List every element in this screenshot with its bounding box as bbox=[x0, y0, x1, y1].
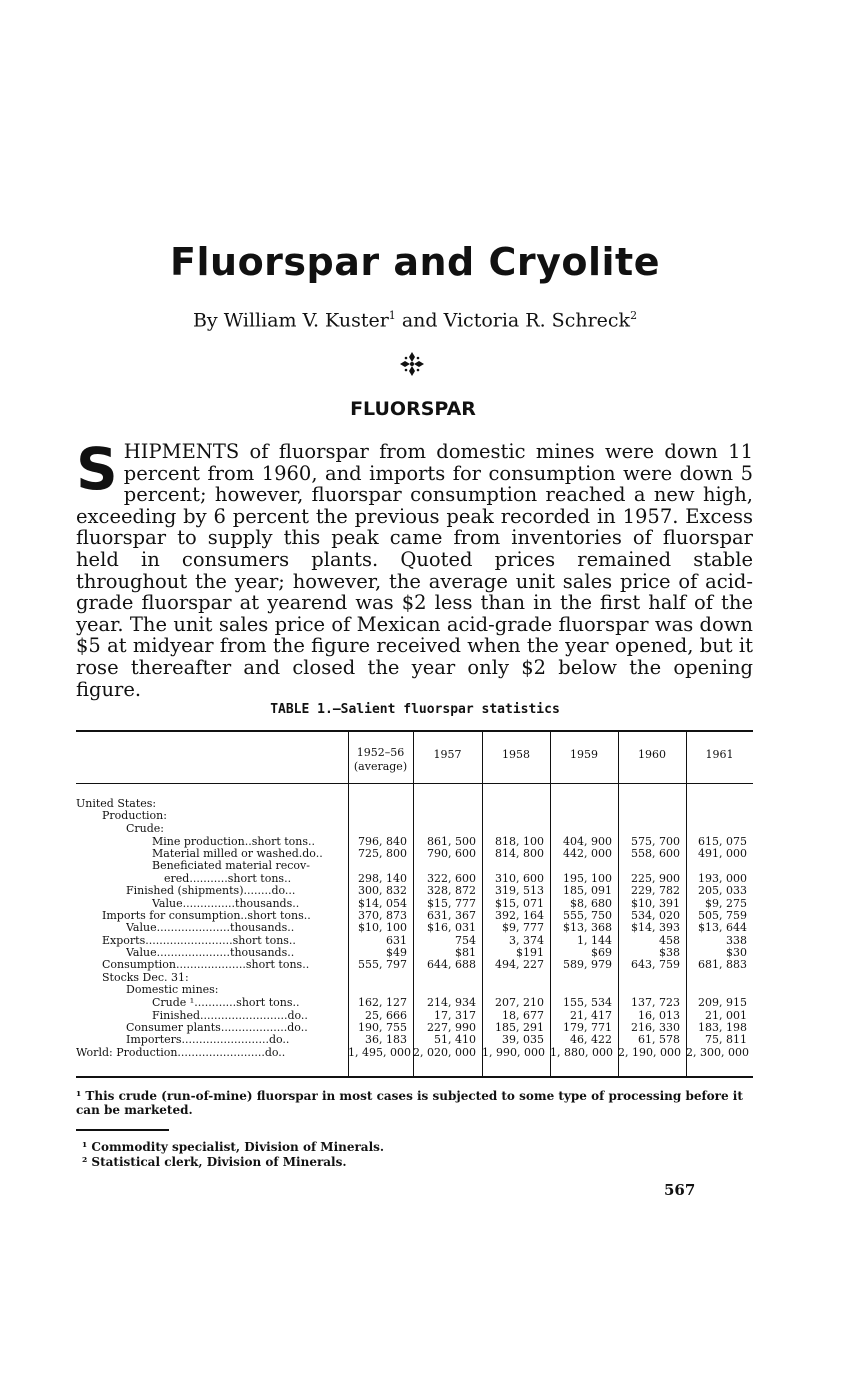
table-cell: 555, 797 bbox=[358, 958, 407, 971]
table-cell: 51, 410 bbox=[434, 1033, 476, 1046]
column-header: 1960 bbox=[638, 748, 666, 761]
table-cell: $13, 644 bbox=[698, 921, 747, 934]
table-cell: 319, 513 bbox=[495, 884, 544, 897]
table-cell: $14, 054 bbox=[358, 897, 407, 910]
table-cell: 404, 900 bbox=[563, 835, 612, 848]
table-cell: $191 bbox=[516, 946, 544, 959]
table-cell: 814, 800 bbox=[495, 847, 544, 860]
table-row bbox=[76, 823, 753, 835]
table-cell: 190, 755 bbox=[358, 1021, 407, 1034]
table-bottom-rule bbox=[76, 1076, 753, 1078]
table-cell: 2, 190, 000 bbox=[618, 1046, 681, 1059]
table-cell: 1, 880, 000 bbox=[550, 1046, 613, 1059]
table-cell: 227, 990 bbox=[427, 1021, 476, 1034]
table-cell: 458 bbox=[659, 934, 680, 947]
table-row bbox=[76, 984, 753, 996]
table-row bbox=[76, 972, 753, 984]
row-label: Imports for consumption..short tons.. bbox=[102, 910, 311, 922]
author-note-2: ² Statistical clerk, Division of Minerals. bbox=[82, 1155, 347, 1169]
table-cell: 442, 000 bbox=[563, 847, 612, 860]
table-cell: 589, 979 bbox=[563, 958, 612, 971]
table-cell: 21, 417 bbox=[570, 1009, 612, 1022]
byline-prefix: By bbox=[192, 309, 224, 332]
table-cell: 491, 000 bbox=[698, 847, 747, 860]
column-header: 1957 bbox=[433, 748, 462, 761]
table-cell: 631, 367 bbox=[427, 909, 476, 922]
table-cell: 338 bbox=[726, 934, 747, 947]
table-cell: 46, 422 bbox=[570, 1033, 612, 1046]
row-label: Domestic mines: bbox=[126, 984, 219, 996]
table-cell: 75, 811 bbox=[705, 1033, 747, 1046]
table-cell: 21, 001 bbox=[705, 1009, 747, 1022]
table-cell: 790, 600 bbox=[427, 847, 476, 860]
table-cell: $10, 100 bbox=[358, 921, 407, 934]
table-caption: TABLE 1.—Salient fluorspar statistics bbox=[270, 702, 560, 717]
row-label: Beneficiated material recov- bbox=[152, 860, 310, 872]
table-row bbox=[76, 798, 753, 810]
row-label: Exports.........................short tons.. bbox=[102, 935, 296, 947]
row-label: World: Production.........................do.. bbox=[76, 1047, 286, 1059]
table-cell: 1, 144 bbox=[577, 934, 612, 947]
table-cell: 796, 840 bbox=[358, 835, 407, 848]
table-cell: 229, 782 bbox=[631, 884, 680, 897]
author-1: William V. Kuster bbox=[223, 309, 389, 332]
table-cell: $81 bbox=[455, 946, 476, 959]
table-cell: 216, 330 bbox=[631, 1021, 680, 1034]
table-cell: 183, 198 bbox=[698, 1021, 747, 1034]
table-cell: 615, 075 bbox=[698, 835, 747, 848]
intro-paragraph bbox=[76, 435, 753, 701]
author-2: Victoria R. Schreck bbox=[443, 309, 631, 332]
column-header: 1959 bbox=[570, 748, 598, 761]
section-heading: FLUORSPAR bbox=[350, 398, 476, 420]
row-label: Consumption....................short tons.. bbox=[102, 959, 310, 971]
table-cell: 644, 688 bbox=[427, 958, 476, 971]
table-row bbox=[76, 810, 753, 822]
author-2-footnote-mark: 2 bbox=[630, 309, 638, 322]
row-label: Finished (shipments)........do... bbox=[126, 885, 296, 897]
ornament-icon bbox=[398, 350, 426, 378]
table-row bbox=[76, 885, 753, 897]
table-row bbox=[76, 922, 753, 934]
table-cell: 1, 495, 000 bbox=[348, 1046, 411, 1059]
table-cell: $10, 391 bbox=[631, 897, 680, 910]
table-cell: 61, 578 bbox=[638, 1033, 680, 1046]
table-cell: 558, 600 bbox=[631, 847, 680, 860]
table-cell: $8, 680 bbox=[570, 897, 612, 910]
table-cell: 575, 700 bbox=[631, 835, 680, 848]
row-label: Stocks Dec. 31: bbox=[102, 972, 189, 984]
table-cell: $9, 275 bbox=[705, 897, 747, 910]
table-cell: 137, 723 bbox=[631, 996, 680, 1009]
row-label: Value.....................thousands.. bbox=[126, 922, 295, 934]
table-cell: $14, 393 bbox=[631, 921, 680, 934]
table-cell: 2, 300, 000 bbox=[686, 1046, 749, 1059]
table-cell: $30 bbox=[726, 946, 747, 959]
row-label: Material milled or washed.do.. bbox=[152, 848, 323, 860]
row-label: Crude ¹............short tons.. bbox=[152, 997, 300, 1009]
byline-conjunction: and bbox=[395, 309, 444, 332]
table-row bbox=[76, 959, 753, 971]
table-cell: 16, 013 bbox=[638, 1009, 680, 1022]
table-footnote: ¹ This crude (run-of-mine) fluorspar in most cases is subjected to some type of processing before it can be marketed. bbox=[76, 1089, 743, 1117]
table-cell: 2, 020, 000 bbox=[413, 1046, 476, 1059]
table-cell: 162, 127 bbox=[358, 996, 407, 1009]
header-rule bbox=[76, 783, 753, 784]
author-1-footnote-mark: 1 bbox=[388, 309, 396, 322]
table-row bbox=[76, 848, 753, 860]
table-row bbox=[76, 1047, 753, 1059]
table-cell: 3, 374 bbox=[509, 934, 544, 947]
row-label: Value...............thousands.. bbox=[152, 898, 300, 910]
row-label: Value.....................thousands.. bbox=[126, 947, 295, 959]
table-cell: 1, 990, 000 bbox=[482, 1046, 545, 1059]
table-cell: 209, 915 bbox=[698, 996, 747, 1009]
drop-cap: S bbox=[76, 435, 118, 503]
table-cell: 225, 900 bbox=[631, 872, 680, 885]
table-cell: 505, 759 bbox=[698, 909, 747, 922]
row-label: Finished.........................do.. bbox=[152, 1010, 308, 1022]
table-cell: 25, 666 bbox=[365, 1009, 407, 1022]
intro-text: HIPMENTS of fluorspar from domestic mines were down 11 percent from 1960, and imports for consumption were down 5 percent; however, fluorspar consumption reached a new high, exceeding by 6 percent the previous peak recorded in 1957. Excess fluorspar to supply this peak came from inventories of fluorspar held in consumers plants. Quoted prices remained stable throughout the year; however, the average unit sales price of acid-grade fluorspar at yearend was $2 less than in the first half of the year. The unit sales price of Mexican acid-grade fluorspar was down $5 at midyear from the figure received when the year opened, but it rose thereafter and closed the year only $2 below the opening figure. bbox=[76, 440, 753, 701]
table-cell: 205, 033 bbox=[698, 884, 747, 897]
table-cell: 36, 183 bbox=[365, 1033, 407, 1046]
table-cell: $69 bbox=[591, 946, 612, 959]
table-cell: 18, 677 bbox=[502, 1009, 544, 1022]
table-cell: $15, 071 bbox=[495, 897, 544, 910]
column-header: 1958 bbox=[502, 748, 530, 761]
table-cell: 818, 100 bbox=[495, 835, 544, 848]
table-cell: 300, 832 bbox=[358, 884, 407, 897]
table-cell: 214, 934 bbox=[427, 996, 476, 1009]
table-cell: 555, 750 bbox=[563, 909, 612, 922]
table-row bbox=[76, 997, 753, 1009]
table-cell: 681, 883 bbox=[698, 958, 747, 971]
row-label: Importers.........................do.. bbox=[126, 1034, 290, 1046]
column-header: 1961 bbox=[705, 748, 734, 761]
table-cell: 185, 091 bbox=[563, 884, 612, 897]
byline bbox=[0, 309, 830, 331]
table-cell: 310, 600 bbox=[495, 872, 544, 885]
row-label: Crude: bbox=[126, 823, 165, 835]
table-cell: $16, 031 bbox=[427, 921, 476, 934]
table-cell: 298, 140 bbox=[358, 872, 407, 885]
table-cell: 17, 317 bbox=[434, 1009, 476, 1022]
table-row bbox=[76, 860, 753, 872]
table-cell: 328, 872 bbox=[427, 884, 476, 897]
row-label: Production: bbox=[102, 810, 167, 822]
table-cell: $15, 777 bbox=[427, 897, 476, 910]
table-cell: 370, 873 bbox=[358, 909, 407, 922]
table-cell: 207, 210 bbox=[495, 996, 544, 1009]
table-cell: 179, 771 bbox=[563, 1021, 612, 1034]
table-cell: 861, 500 bbox=[427, 835, 476, 848]
row-label: United States: bbox=[76, 798, 157, 810]
table-top-rule bbox=[76, 730, 753, 732]
author-note-1: ¹ Commodity specialist, Division of Minerals. bbox=[82, 1140, 385, 1154]
page-number: 567 bbox=[664, 1181, 696, 1199]
table-cell: 185, 291 bbox=[495, 1021, 544, 1034]
row-label: Consumer plants...................do.. bbox=[126, 1022, 308, 1034]
table-cell: 39, 035 bbox=[502, 1033, 544, 1046]
page-title: Fluorspar and Cryolite bbox=[170, 240, 660, 284]
table-cell: 754 bbox=[455, 934, 476, 947]
table-cell: 631 bbox=[386, 934, 407, 947]
table-cell: 322, 600 bbox=[427, 872, 476, 885]
table-cell: 494, 227 bbox=[495, 958, 544, 971]
table-row bbox=[76, 1034, 753, 1046]
column-header: 1952–56 (average) bbox=[353, 746, 408, 773]
table-cell: 193, 000 bbox=[698, 872, 747, 885]
table-cell: $38 bbox=[659, 946, 680, 959]
table-cell: 725, 800 bbox=[358, 847, 407, 860]
table-row bbox=[76, 935, 753, 947]
table-cell: $9, 777 bbox=[502, 921, 544, 934]
table-cell: $13, 368 bbox=[563, 921, 612, 934]
table-cell: 643, 759 bbox=[631, 958, 680, 971]
table-cell: 195, 100 bbox=[563, 872, 612, 885]
table-cell: 534, 020 bbox=[631, 909, 680, 922]
footnote-divider bbox=[76, 1129, 169, 1131]
table-cell: 392, 164 bbox=[495, 909, 544, 922]
row-label: ered...........short tons.. bbox=[164, 873, 292, 885]
table-cell: 155, 534 bbox=[563, 996, 612, 1009]
table-cell: $49 bbox=[386, 946, 407, 959]
row-label: Mine production..short tons.. bbox=[152, 836, 316, 848]
